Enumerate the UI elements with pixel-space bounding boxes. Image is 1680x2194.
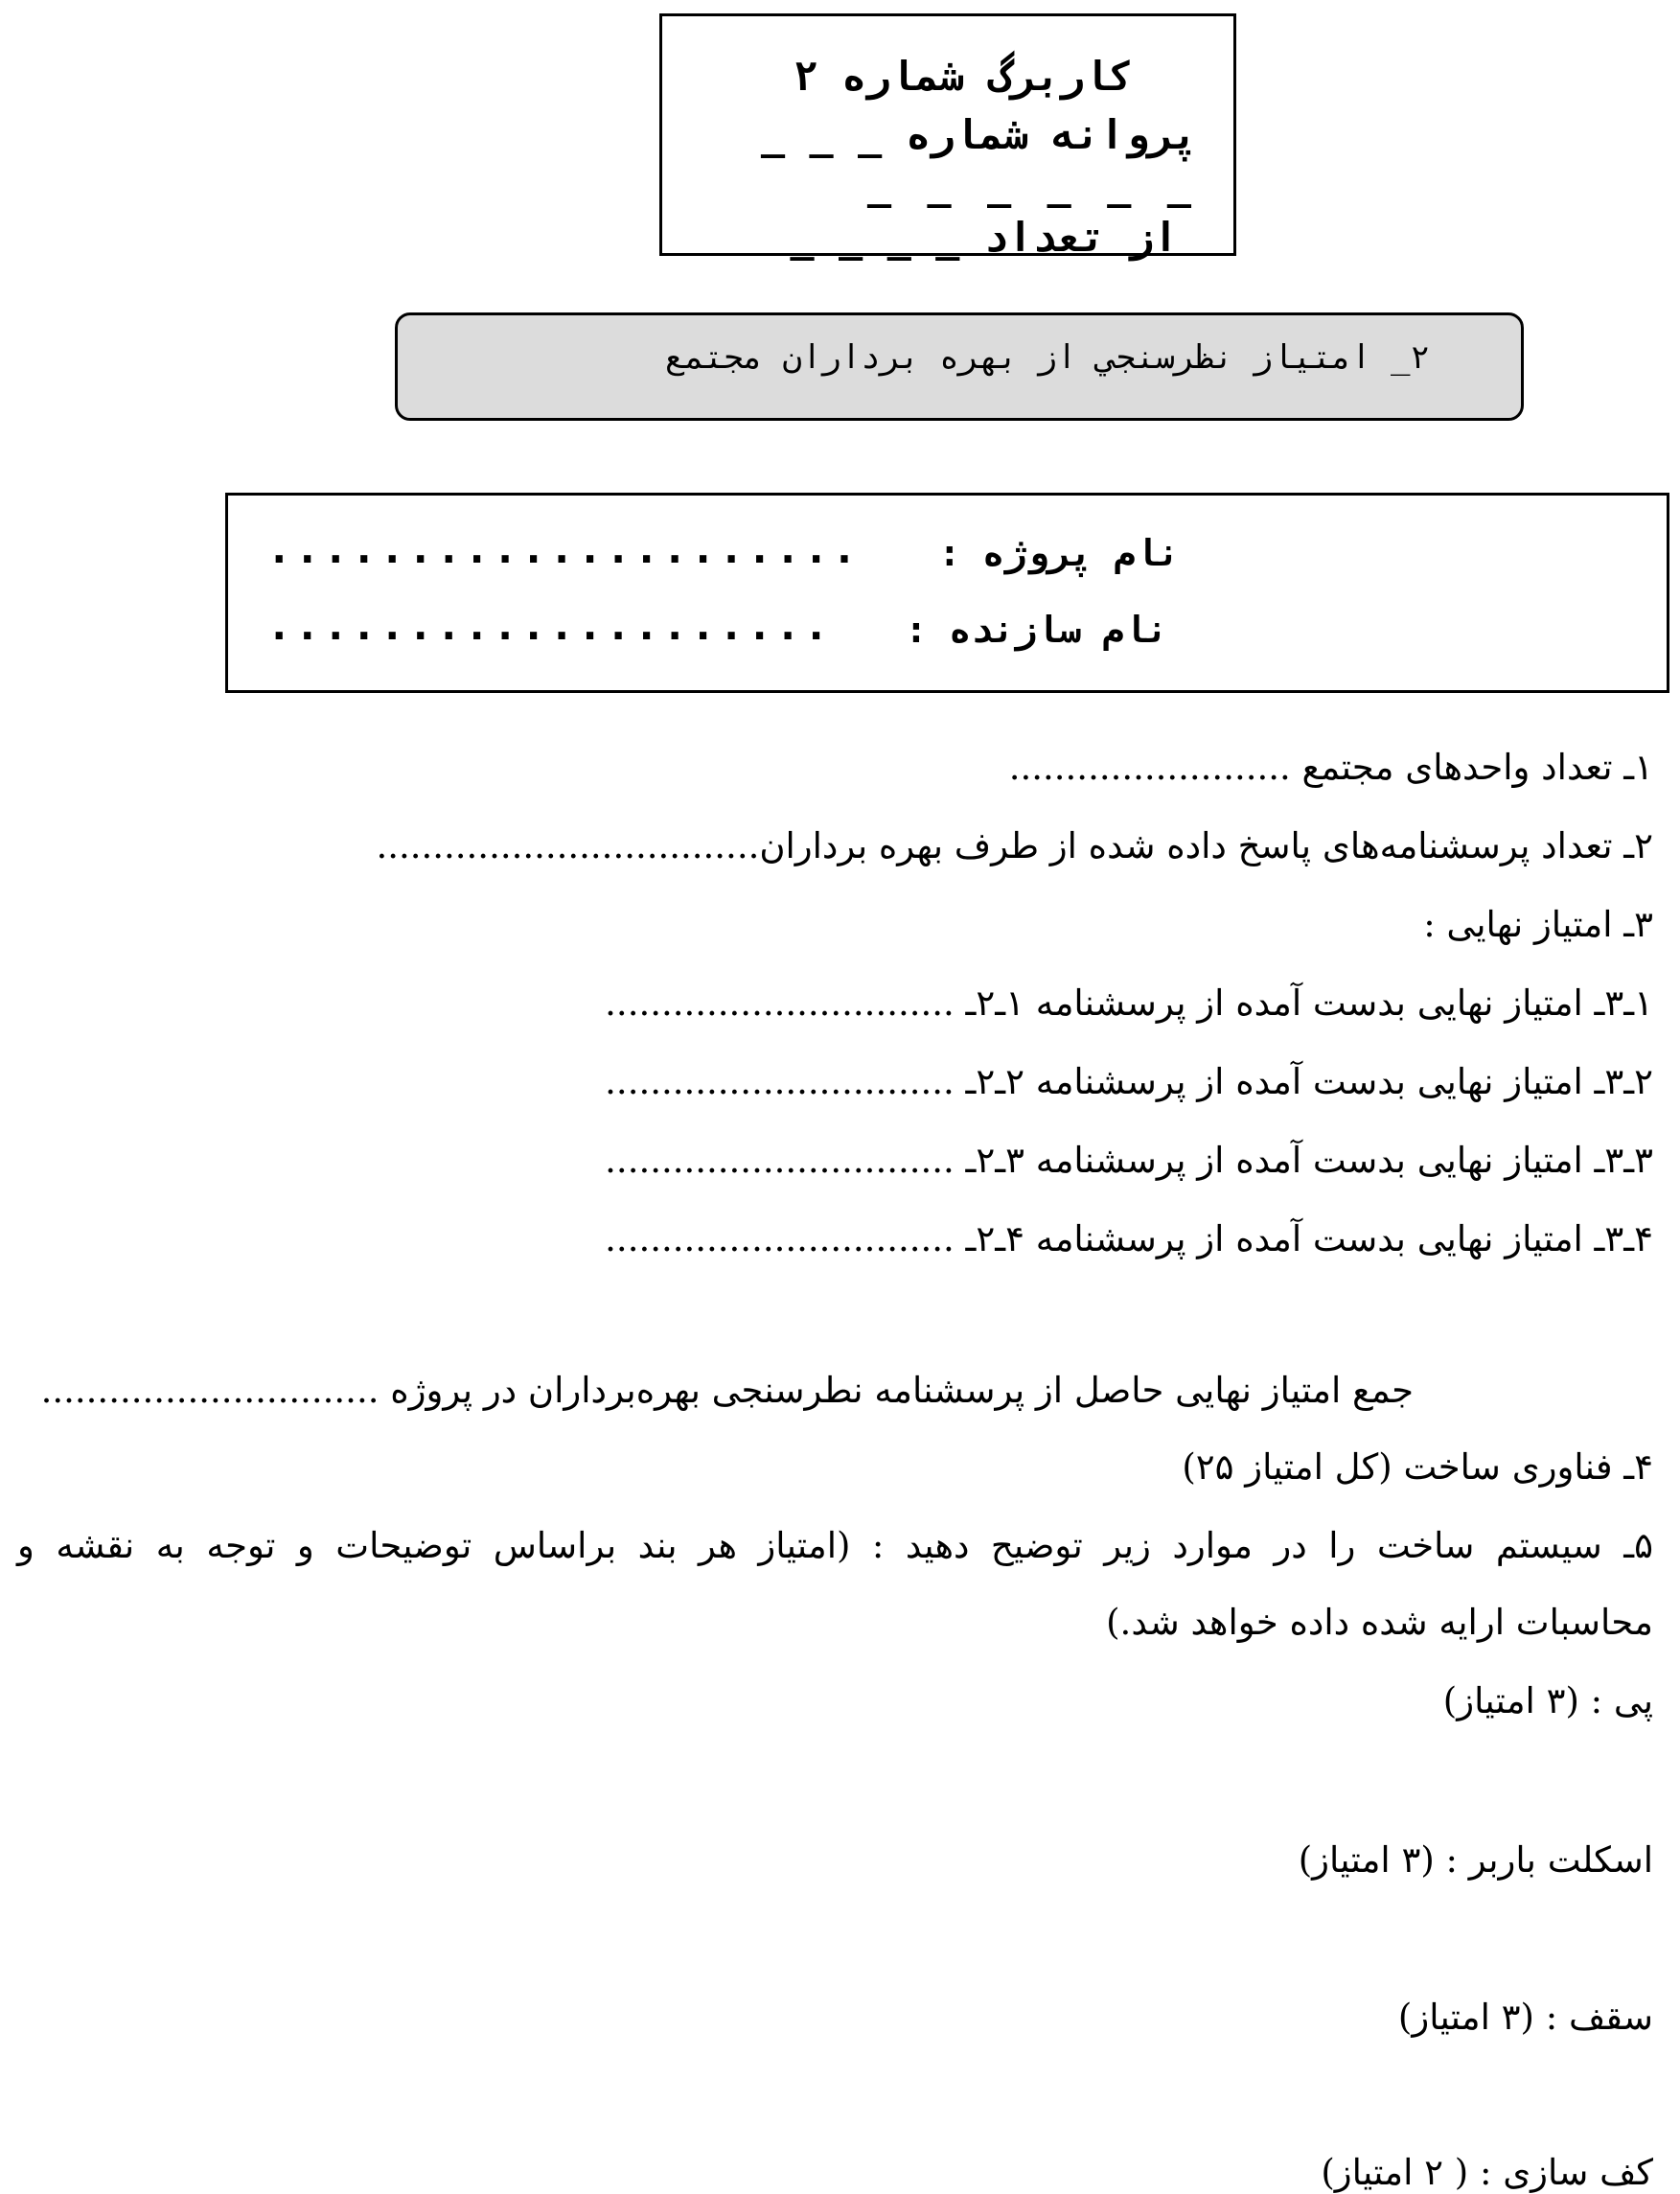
final-score-heading: ۳ـ امتیاز نهایی : <box>1423 904 1653 945</box>
construction-system-line-1: ۵ـ سیستم ساخت را در موارد زیر توضیح دهید : (امتیاز هر بند براساس توضیحات و توجه به نقشه و <box>17 1525 1653 1566</box>
builder-name-field[interactable]: .................... <box>266 601 832 650</box>
score-questionnaire-3: ۳ـ۳ـ امتیاز نهایی بدست آمده از پرسشنامه ۳ـ۲ـ ............................... <box>605 1140 1653 1181</box>
project-name-field[interactable]: ..................... <box>266 524 861 573</box>
score-questionnaire-2: ۲ـ۳ـ امتیاز نهایی بدست آمده از پرسشنامه ۲ـ۲ـ ............................... <box>605 1061 1653 1102</box>
project-info-box <box>225 493 1669 693</box>
foundation-item: پی : (۳ امتیاز) <box>1442 1680 1653 1721</box>
construction-system-line-2: محاسبات ارایه شده داده خواهد شد.) <box>1106 1602 1653 1643</box>
total-score-line: جمع امتیاز نهایی حاصل از پرسشنامه نطرسنجی بهره‌برداران در پروژه .............................. <box>40 1370 1414 1411</box>
form-title: کاربرگ شماره ۲ <box>793 53 1133 100</box>
total-count: از تعداد _ _ _ _ <box>790 214 1178 261</box>
score-questionnaire-1: ۱ـ۳ـ امتیاز نهایی بدست آمده از پرسشنامه ۱ـ۲ـ ............................... <box>605 982 1653 1024</box>
load-bearing-frame-item: اسکلت باربر : (۳ امتیاز) <box>1298 1839 1653 1881</box>
section-title: ۲_ امتیاز نظرسنجي از بهره برداران مجتمع <box>664 338 1430 377</box>
section-title-box <box>395 312 1524 421</box>
score-questionnaire-4: ۴ـ۳ـ امتیاز نهایی بدست آمده از پرسشنامه ۴ـ۲ـ ............................... <box>605 1218 1653 1259</box>
license-number: پروانه شماره _ _ _ <box>760 111 1197 158</box>
units-count-line: ۱ـ تعداد واحدهای مجتمع ......................... <box>1008 747 1653 788</box>
license-number-blanks: _ _ _ _ _ _ <box>866 161 1197 208</box>
project-name-label: نام پروژه : <box>938 532 1180 574</box>
construction-tech-heading: ۴ـ فناوری ساخت (کل امتیاز ۲۵) <box>1182 1446 1653 1488</box>
flooring-item: کف سازی : ( ۲ امتیاز) <box>1321 2152 1653 2193</box>
questionnaires-count-line: ۲ـ تعداد پرسشنامه‌های پاسخ داده شده از طرف بهره برداران.................................. <box>376 825 1653 866</box>
form-number-box <box>659 13 1236 261</box>
builder-name-label: نام سازنده : <box>905 609 1168 651</box>
roof-item: سقف : (۳ امتیاز) <box>1397 1997 1653 2038</box>
